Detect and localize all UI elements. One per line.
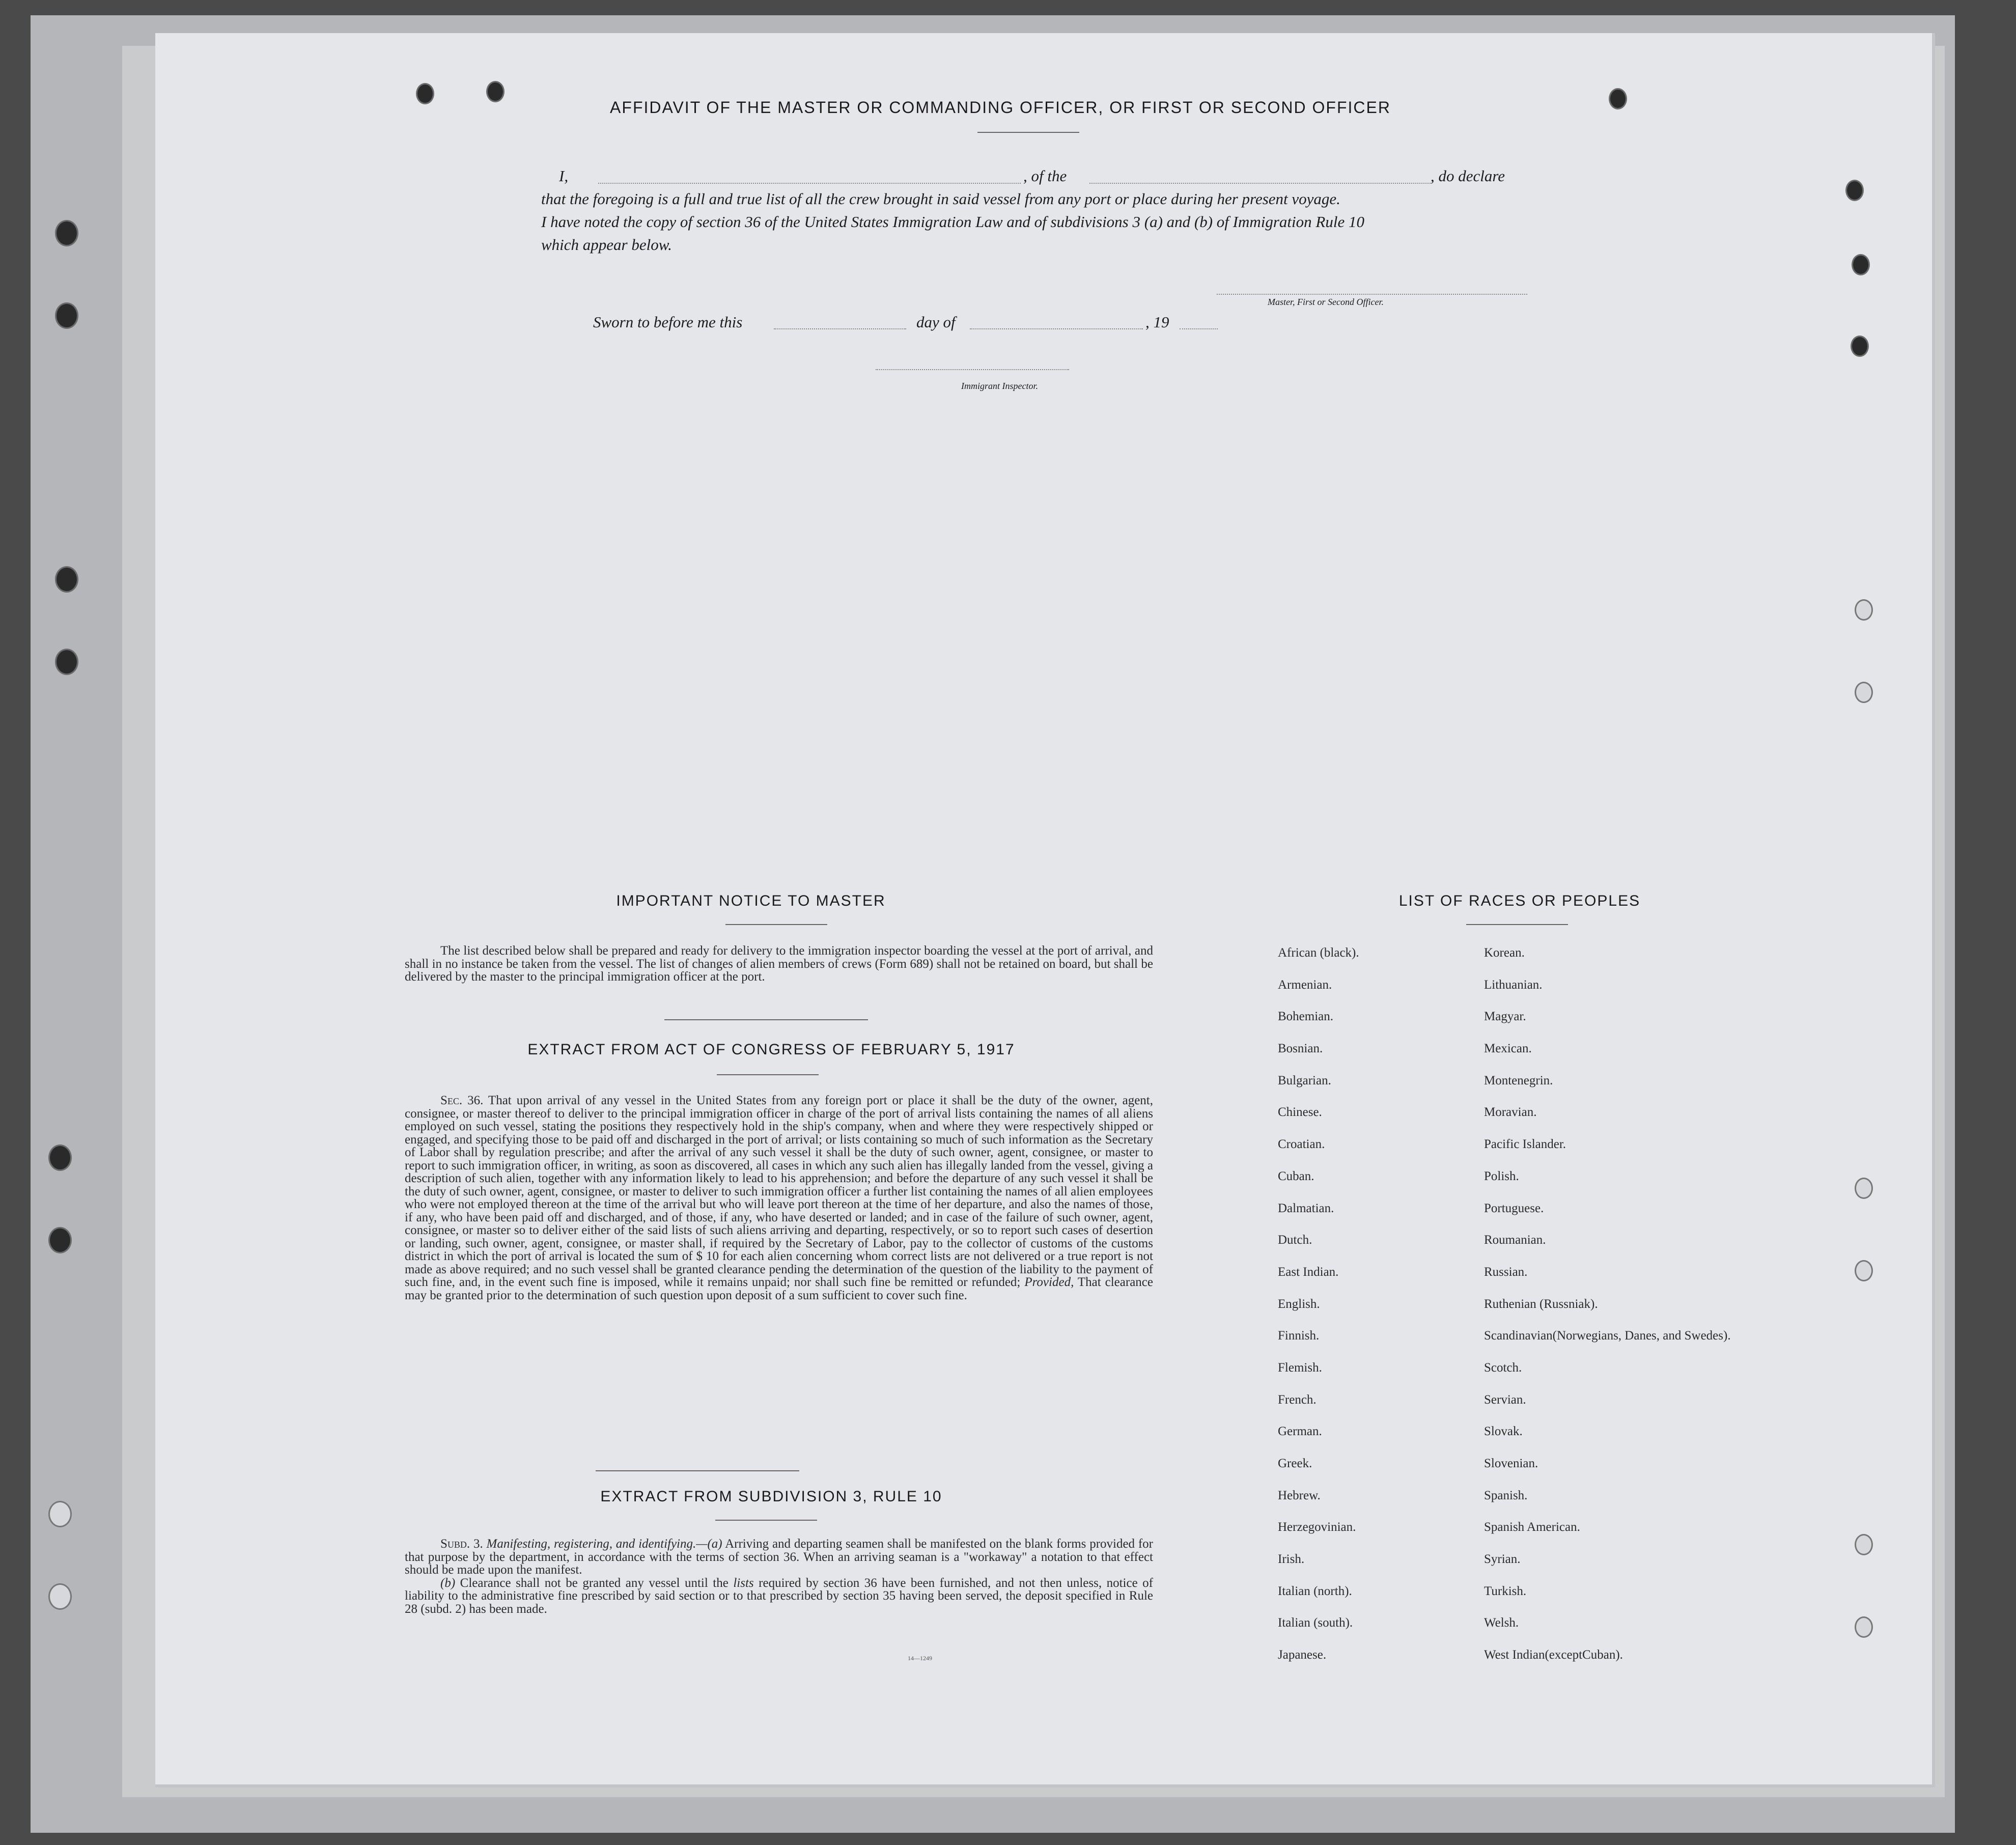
race-item: English. [1278,1297,1320,1311]
race-item: African (black). [1278,946,1359,960]
extract-rule-text-b1: Clearance shall not be granted any vessel until the [460,1576,729,1590]
race-item: German. [1278,1424,1322,1439]
races-heading: LIST OF RACES OR PEOPLES [1398,892,1641,909]
heading-divider [977,132,1079,133]
race-item: Italian (south). [1278,1616,1353,1630]
race-item: Slovenian. [1484,1457,1538,1470]
race-item: Spanish American. [1484,1520,1580,1534]
race-item: Croatian. [1278,1137,1325,1152]
race-item: Flemish. [1278,1360,1322,1375]
race-item: Hebrew. [1278,1488,1321,1502]
affidavit-line-3: I have noted the copy of section 36 of the United States Immigration Law and of subdivisions 3 (a) and (b) of Immigration Rule 10 [541,213,1364,231]
race-item: Korean. [1484,946,1525,960]
punch-mark [1609,88,1627,109]
race-item: Herzegovinian. [1278,1520,1356,1534]
race-item: Pacific Islander. [1484,1137,1566,1152]
heading-divider [715,1520,817,1521]
race-item: Ruthenian (Russniak). [1484,1297,1598,1311]
binder-hole [1855,1260,1873,1281]
race-item: Irish. [1278,1552,1305,1567]
notice-text: The list described below shall be prepared and ready for delivery to the immigration inspector boarding the vessel at the port of arrival, and shall in no instance be taken from the vessel. The list of changes of alien members of crews (Form 689) shall not be retained on board, but shall be delivered by the master to the principal immigration officer at the port. [405,944,1153,984]
race-item: Slovak. [1484,1424,1523,1439]
form-page [155,33,1935,1787]
affidavit-heading: AFFIDAVIT OF THE MASTER OR COMMANDING OFFICER, OR FIRST OR SECOND OFFICER [610,98,1391,117]
race-item: Italian (north). [1278,1584,1352,1598]
heading-divider [717,1074,819,1075]
binder-hole [1852,254,1870,275]
race-item: Roumanian. [1484,1233,1546,1247]
extract-rule-text-b2: required by section 36 have been furnished, and not then unless, notice of liability to the administrative fine prescribed by said section or to that prescribed by section 35 having been served, the deposit specified in Rule 28 (subd. 2) has been made. [405,1576,1154,1616]
race-item: Cuban. [1278,1169,1314,1183]
binder-hole [48,1501,72,1527]
race-item: Greek. [1278,1457,1312,1470]
binder-hole [1855,1534,1873,1555]
extract-rule-heading: EXTRACT FROM SUBDIVISION 3, RULE 10 [600,1488,942,1505]
race-item: Bulgarian. [1278,1073,1331,1087]
race-item: Bosnian. [1278,1042,1323,1056]
races-left-column [1278,945,1471,1680]
race-item: Mexican. [1484,1042,1532,1056]
inspector-label: Immigrant Inspector. [961,381,1038,391]
race-item: Lithuanian. [1484,977,1543,992]
extract-rule-text-a: Arriving and departing seamen shall be manifested on the blank forms provided for that purpose by the department, in accordance with the terms of section 36. When an arriving seaman is a "workaway" a notation to that effect should be made upon the manifest. [405,1537,1153,1577]
binder-hole [1855,1616,1873,1638]
extract-act-heading: EXTRACT FROM ACT OF CONGRESS OF FEBRUARY 5, 1917 [527,1041,1015,1058]
punch-mark [416,83,434,104]
master-signature-field[interactable] [1217,294,1527,295]
binder-hole [1845,180,1864,201]
binder-hole [48,1144,72,1171]
race-item: Welsh. [1484,1616,1519,1630]
race-item: Magyar. [1484,1010,1526,1024]
binder-hole [48,1227,72,1253]
race-item: French. [1278,1392,1317,1407]
race-item: Turkish. [1484,1584,1527,1598]
race-item: Scotch. [1484,1360,1522,1375]
race-item: Portuguese. [1484,1201,1544,1215]
race-item: Moravian. [1484,1105,1537,1120]
notice-text-block [405,944,1153,984]
binder-hole [48,1583,72,1610]
affidavit-of-the-label: , of the [1023,167,1067,185]
master-name-field[interactable] [598,183,1021,184]
section-divider [596,1470,799,1471]
punch-mark [486,81,505,102]
subd-title: Manifesting, registering, and identifying.—(a) [486,1537,722,1551]
extract-rule-text-block [405,1538,1153,1615]
vessel-name-field[interactable] [1089,183,1431,184]
master-signature-label: Master, First or Second Officer. [1268,297,1384,307]
extract-act-text-2: That clearance may be granted prior to the determination of such question upon deposit of a sum sufficient to cover such fine. [405,1275,1153,1302]
heading-divider [725,924,827,925]
sworn-day-field[interactable] [774,328,906,329]
subd-b-label: (b) [440,1576,456,1590]
race-item: Finnish. [1278,1329,1320,1343]
section-divider [664,1019,868,1020]
race-item: Servian. [1484,1392,1526,1407]
race-item: Chinese. [1278,1105,1322,1120]
heading-divider [1466,924,1568,925]
binder-hole [1851,336,1869,357]
sworn-label: Sworn to before me this [593,313,743,331]
race-item: Japanese. [1278,1648,1327,1662]
race-item: Spanish. [1484,1488,1528,1502]
affidavit-line-4: which appear below. [541,236,672,254]
race-item: Bohemian. [1278,1010,1334,1024]
sec-label: Sec. 36. [440,1094,484,1107]
notice-heading: IMPORTANT NOTICE TO MASTER [616,892,886,909]
sworn-month-field[interactable] [970,328,1143,329]
race-item: Dalmatian. [1278,1201,1334,1215]
inspector-signature-field[interactable] [876,369,1069,370]
race-item: Scandinavian(Norwegians, Danes, and Swedes). [1484,1329,1731,1343]
race-item: Syrian. [1484,1552,1521,1567]
binder-hole [1855,682,1873,703]
race-item: East Indian. [1278,1265,1339,1279]
affidavit-line-2: that the foregoing is a full and true list of all the crew brought in said vessel from any port or place during her present voyage. [541,190,1340,208]
race-item: Russian. [1484,1265,1528,1279]
subd-label: Subd. 3. [440,1537,483,1551]
binder-hole [55,302,78,329]
race-item: West Indian(exceptCuban). [1484,1648,1623,1662]
binder-hole [55,649,78,675]
day-of-label: day of [916,313,956,331]
lists-word: lists [733,1576,754,1590]
provided-label: Provided, [1024,1275,1074,1289]
race-item: Polish. [1484,1169,1519,1183]
race-item: Armenian. [1278,977,1332,992]
binder-hole [1855,1178,1873,1199]
race-item: Montenegrin. [1484,1073,1553,1087]
races-right-column [1484,945,1749,1680]
affidavit-declare-label: , do declare [1431,167,1505,185]
race-item: Dutch. [1278,1233,1312,1247]
binder-hole [55,220,78,246]
sworn-year-field[interactable] [1180,328,1218,329]
affidavit-i-label: I, [559,167,569,185]
binder-hole [55,566,78,593]
form-number: 14—1249 [908,1655,932,1662]
extract-act-text-1: That upon arrival of any vessel in the United States from any foreign port or place it shall be the duty of the owner, agent, consignee, or master thereof to deliver to the principal immigration officer in charge of the port of arrival lists containing the names of all aliens employed on such vessel, stating the positions they respectively hold in the ship's company, when and where they were respectively shipped or engaged, and specifying those to be paid off and discharged in the port of arrival; or lists containing so much of such information as the Secretary of Labor shall by regulation prescribe; and after the arrival of any such vessel it shall be the duty of such owner, agent, consignee, or master to report to such immigration officer, in writing, as soon as discovered, all cases in which any such alien has illegally landed from the vessel, giving a description of such alien, together with any information likely to lead to his apprehension; and before the departure of any such vessel it shall be the duty of such owner, agent, consignee, or master to deliver to such immigration officer a further list containing the names of all alien employees who were not employed thereon at the time of the arrival but who will leave port thereon at the time of her departure, and also the names of those, if any, who have been paid off and discharged, and of those, if any, who have deserted or landed; and in case of the failure of such owner, agent, consignee, or master so to deliver either of the said lists of such aliens arriving and departing, respectively, or so to report such cases of desertion or landing, such owner, agent, consignee, or master shall, if required by the Secretary of Labor, pay to the collector of customs of the customs district in which the port of arrival is located the sum of $ 10 for each alien concerning whom correct lists are not delivered or a true report is not made as above required; and no such vessel shall be granted clearance pending the determination of the question of the liability to the payment of such fine, and, in the event such fine is imposed, while it remains unpaid; nor shall such fine be remitted or refunded; [405,1094,1154,1289]
binder-hole [1855,599,1873,621]
extract-act-text-block [405,1094,1153,1302]
year-label: , 19 [1145,313,1169,331]
